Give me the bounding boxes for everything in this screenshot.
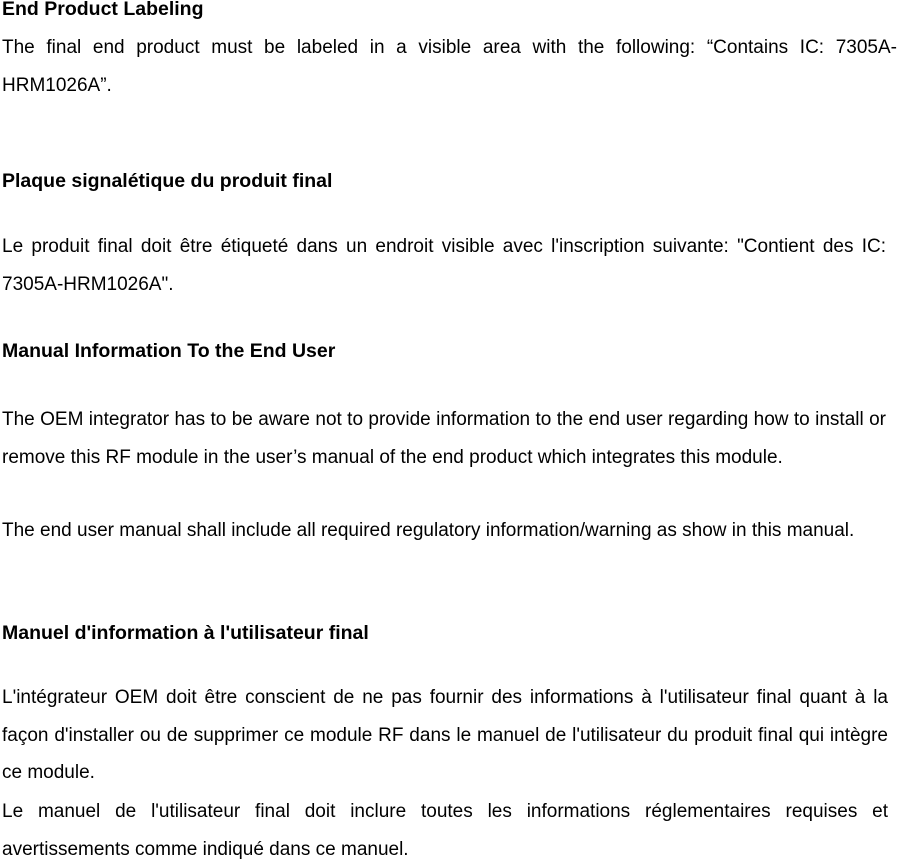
paragraph-end-product-labeling: The final end product must be labeled in a visible area with the following: “Contains IC: 7305A-HRM1026A”. [2, 37, 897, 96]
heading-end-product-labeling: End Product Labeling [2, 0, 204, 20]
heading-manual-information: Manual Information To the End User [2, 340, 336, 362]
paragraph-manual-information-1: The OEM integrator has to be aware not to provide information to the end user regarding how to install or remove this RF module in the user’s manual of the end product which integrates this module. [2, 409, 886, 468]
paragraph-manual-information-2: The end user manual shall include all required regulatory information/warning as show in this manual. [2, 520, 855, 541]
heading-plaque-signaletique: Plaque signalétique du produit final [2, 170, 333, 192]
paragraph-manuel-information-1: L'intégrateur OEM doit être conscient de ne pas fournir des informations à l'utilisateur final quant à la façon d'installer ou de supprimer ce module RF dans le manuel de l'utilisateur du produit final qui intègre ce module. [2, 687, 888, 783]
paragraph-manuel-information-2: Le manuel de l'utilisateur final doit inclure toutes les informations réglementaires requises et avertissements comme indiqué dans ce manuel. [2, 801, 888, 860]
paragraph-plaque-signaletique: Le produit final doit être étiqueté dans un endroit visible avec l'inscription suivante: "Contient des IC: 7305A-HRM1026A". [2, 236, 886, 295]
heading-manuel-information: Manuel d'information à l'utilisateur final [2, 622, 369, 644]
